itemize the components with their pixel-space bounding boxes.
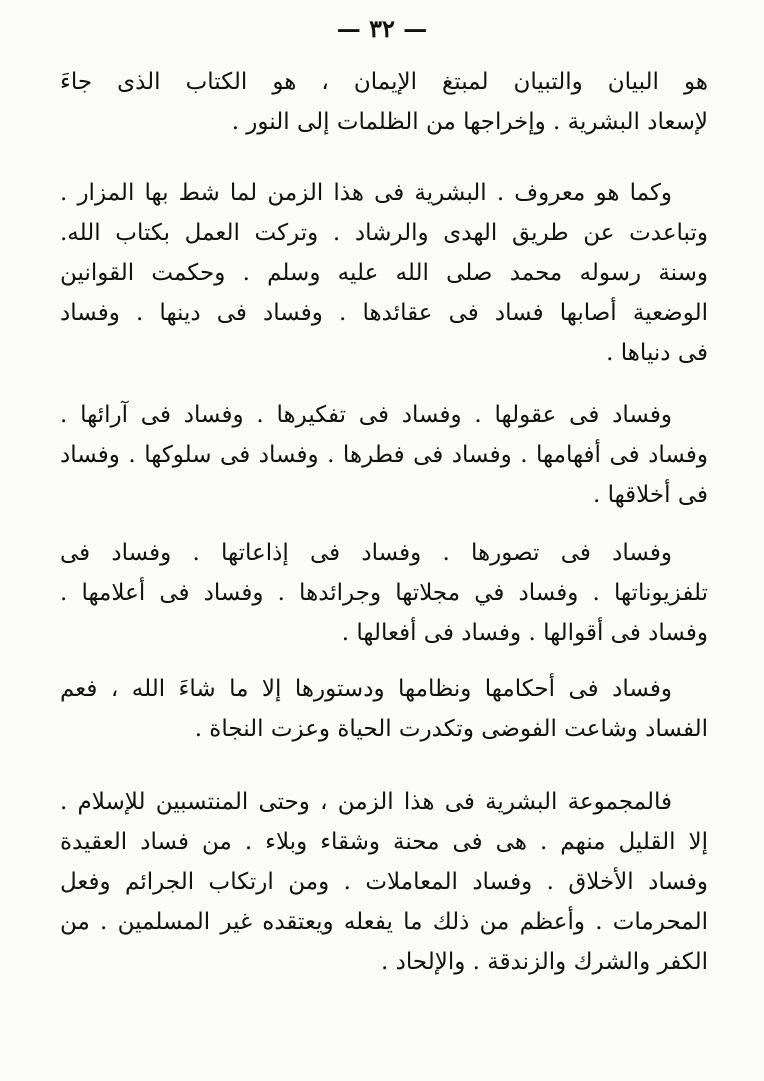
text-line: المحرمات . وأعظم من ذلك ما يفعله ويعتقده غير المسلمين . من	[60, 909, 708, 935]
text-line: وفساد فى عقولها . وفساد فى تفكيرها . وفساد فى آرائها .	[60, 402, 672, 428]
text-line: وفساد الأخلاق . وفساد المعاملات . ومن ارتكاب الجرائم وفعل	[60, 869, 708, 895]
text-line: فالمجموعة البشرية فى هذا الزمن ، وحتى المنتسبين للإسلام .	[60, 789, 672, 815]
text-line: لإسعاد البشرية . وإخراجها من الظلمات إلى النور .	[231, 109, 708, 135]
paragraph-4	[60, 533, 708, 653]
text-line: وسنة رسوله محمد صلى الله عليه وسلم . وحكمت القوانين	[60, 260, 708, 286]
paragraph-1	[60, 62, 708, 142]
text-line: فى أخلاقها .	[592, 482, 708, 508]
text-line: وفساد فى أقوالها . وفساد فى أفعالها .	[341, 620, 708, 646]
text-line: وفساد فى أحكامها ونظامها ودستورها إلا ما شاءَ الله ، فعم	[60, 676, 672, 702]
paragraph-2	[60, 173, 708, 373]
text-line: إلا القليل منهم . هى فى محنة وشقاء وبلاء . من فساد العقيدة	[60, 829, 708, 855]
paragraph-3	[60, 395, 708, 515]
text-line: الوضعية أصابها فساد فى عقائدها . وفساد فى دينها . وفساد	[60, 300, 708, 326]
paragraph-5	[60, 669, 708, 749]
text-line: الكفر والشرك والزندقة . والإلحاد .	[381, 949, 708, 975]
text-line: الفساد وشاعت الفوضى وتكدرت الحياة وعزت النجاة .	[194, 716, 708, 742]
text-line: فى دنياها .	[606, 340, 708, 366]
paragraph-6	[60, 782, 708, 982]
text-line: وفساد فى تصورها . وفساد فى إذاعاتها . وفساد فى	[60, 540, 672, 566]
text-line: وفساد فى أفهامها . وفساد فى فطرها . وفساد فى سلوكها . وفساد	[60, 442, 708, 468]
text-line: وكما هو معروف . البشرية فى هذا الزمن لما شط بها المزار .	[60, 180, 672, 206]
text-line: وتباعدت عن طريق الهدى والرشاد . وتركت العمل بكتاب الله.	[60, 220, 708, 246]
page-number: — ٣٢ —	[336, 14, 428, 43]
text-line: تلفزيوناتها . وفساد في مجلاتها وجرائدها . وفساد فى أعلامها .	[60, 580, 708, 606]
text-line: هو البيان والتبيان لمبتغ الإيمان ، هو الكتاب الذى جاءَ	[60, 69, 708, 95]
